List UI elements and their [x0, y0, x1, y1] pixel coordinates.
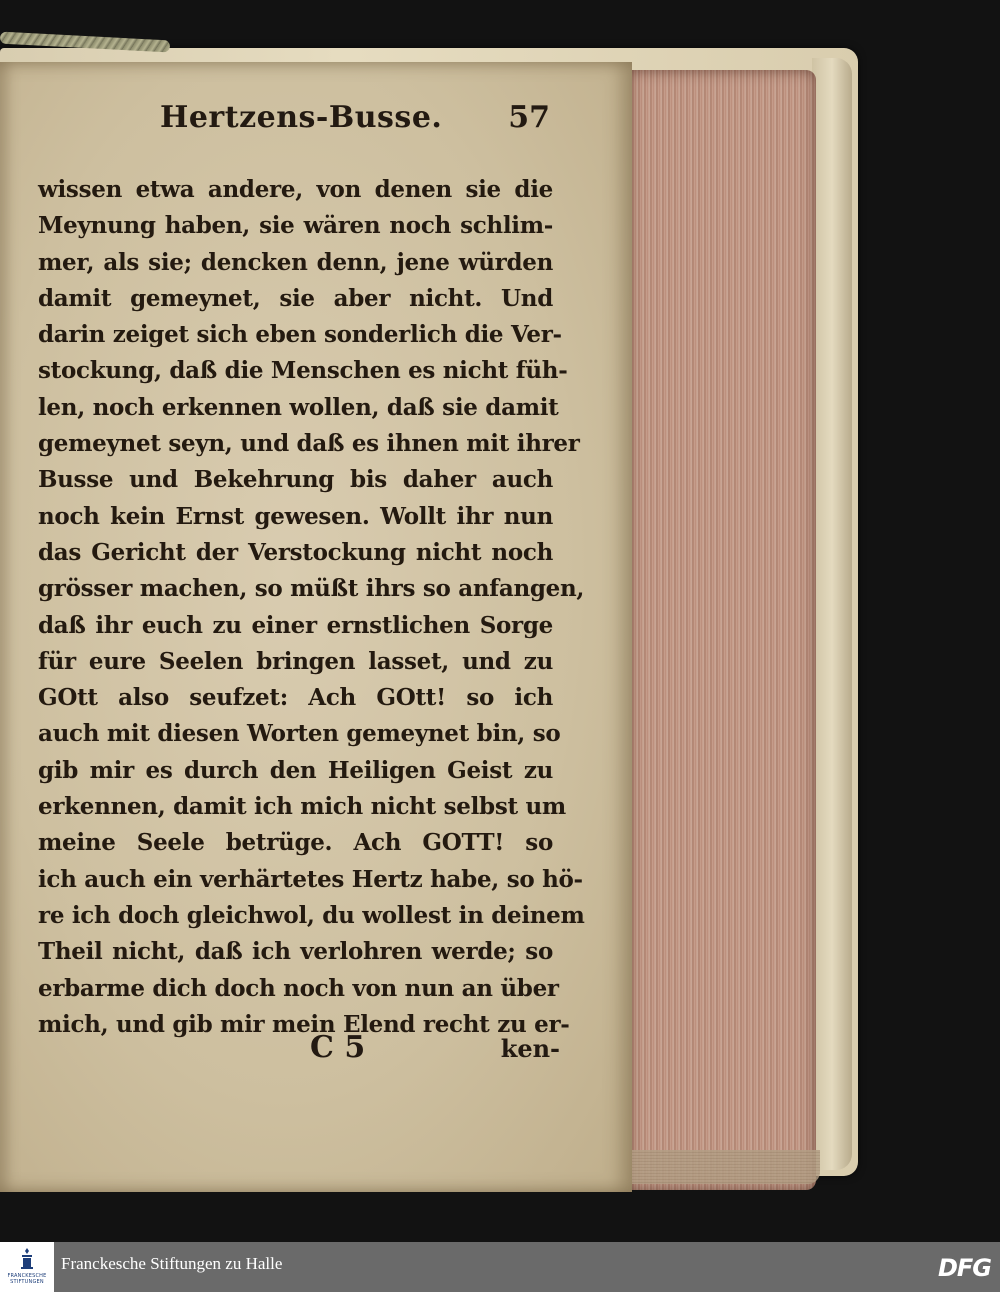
text-line: grösser machen, so müßt ihrs so anfangen, — [38, 575, 585, 603]
text-line: erkennen, damit ich mich nicht selbst um — [38, 793, 566, 821]
footer-bar — [0, 1242, 1000, 1292]
text-line: ich auch ein verhärtetes Hertz habe, so hö- — [38, 865, 583, 893]
book-fore-edge-cover — [812, 58, 852, 1170]
page-header — [160, 100, 550, 150]
page-bottom-edges — [600, 1150, 820, 1184]
dfg-logo[interactable]: DFG — [937, 1254, 991, 1282]
text-line: für eure Seelen bringen lasset, und zu — [38, 647, 553, 675]
text-line: re ich doch gleichwol, du wollest in deinem — [38, 901, 585, 929]
text-line: len, noch erkennen wollen, daß sie damit — [38, 393, 559, 421]
text-line: mer, als sie; dencken denn, jene würden — [38, 248, 553, 276]
text-line: erbarme dich doch noch von nun an über — [38, 974, 559, 1002]
text-line: auch mit diesen Worten gemeynet bin, so — [38, 720, 561, 748]
page-footer — [310, 1030, 560, 1074]
running-head: Hertzens-Busse. — [160, 100, 443, 135]
text-line: meine Seele betrüge. Ach GOTT! so — [38, 829, 553, 857]
text-line: darin zeiget sich eben sonderlich die Ver- — [38, 321, 562, 349]
text-line: Meynung haben, sie wären noch schlim- — [38, 212, 553, 240]
text-line: stockung, daß die Menschen es nicht füh- — [38, 357, 568, 385]
text-line: damit gemeynet, sie aber nicht. Und — [38, 284, 553, 312]
text-line: gemeynet seyn, und daß es ihnen mit ihrer — [38, 430, 580, 458]
text-line: noch kein Ernst gewesen. Wollt ihr nun — [38, 502, 553, 530]
logo-wordmark: FRANCKESCHE STIFTUNGEN — [7, 1273, 47, 1285]
signature-mark: C 5 — [310, 1030, 366, 1065]
page-number: 57 — [508, 100, 550, 135]
text-line: wissen etwa andere, von denen sie die — [38, 176, 553, 203]
page-body-text — [38, 172, 585, 1043]
foundation-emblem-icon — [19, 1248, 35, 1270]
catchword: ken- — [500, 1034, 560, 1063]
text-line: Theil nicht, daß ich verlohren werde; so — [38, 938, 553, 966]
text-line: gib mir es durch den Heiligen Geist zu — [38, 756, 553, 784]
text-line: GOtt also seufzet: Ach GOtt! so ich — [38, 684, 553, 712]
institution-logo[interactable] — [0, 1242, 54, 1292]
text-line: Busse und Bekehrung bis daher auch — [38, 466, 553, 494]
page-edges — [628, 70, 816, 1190]
text-line: das Gericht der Verstockung nicht noch — [38, 538, 553, 566]
text-line: daß ihr euch zu einer ernstlichen Sorge — [38, 611, 553, 639]
institution-name: Franckesche Stiftungen zu Halle — [61, 1254, 283, 1273]
text-line: mich, und gib mir mein Elend recht zu er- — [38, 1010, 570, 1038]
